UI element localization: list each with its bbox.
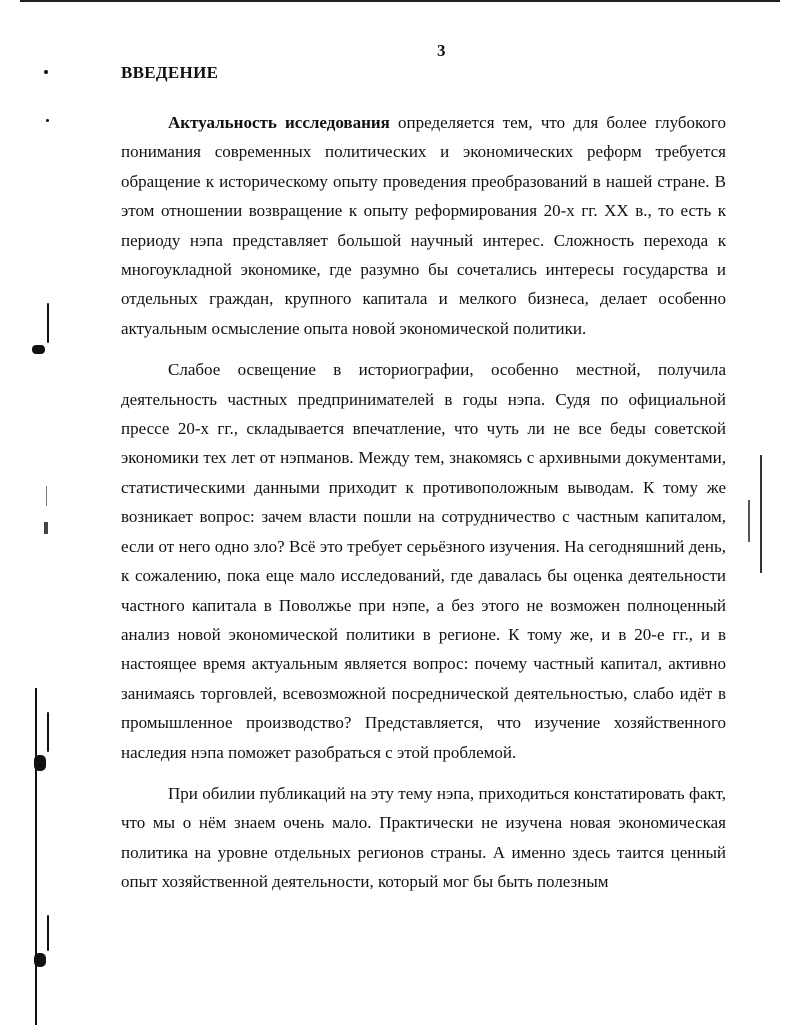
paragraph-text: определяется тем, что для более глубокого понимания современных политических и экономических реформ требуется обращение к историческому опыту проведения преобразований в нашей стране. В этом отношении возвращение к опыту реформирования 20-х гг. XX в., то есть к периоду нэпа представляет большой научный интерес. Сложность перехода к многоукладной экономике, где разумно бы сочетались интересы государства и отдельных граждан, крупного капитала и мелкого бизнеса, делает особенно актуальным осмысление опыта новой экономической политики.: [121, 113, 726, 338]
scan-artifact: [34, 755, 46, 771]
section-heading: ВВЕДЕНИЕ: [121, 63, 219, 82]
scan-artifact: [32, 345, 45, 354]
paragraph-lead-bold: Актуальность исследования: [168, 113, 390, 132]
paragraph-relevance: [121, 108, 726, 343]
scan-artifact: [748, 500, 750, 542]
scan-artifact: [46, 486, 47, 506]
scan-artifact: [46, 119, 49, 122]
scan-top-border: [20, 0, 780, 2]
scan-artifact: [47, 915, 49, 951]
scan-artifact: [44, 522, 48, 534]
scan-artifact: [34, 953, 46, 967]
paragraph-historiography: Слабое освещение в историографии, особенно местной, получила деятельность частных предпринимателей в годы нэпа. Судя по официальной прессе 20-х гг., складывается впечатление, что чуть ли не все беды советской экономики тех лет от нэпманов. Между тем, знакомясь с архивными документами, статистическими данными приходит к противоположным выводам. К тому же возникает вопрос: зачем власти пошли на сотрудничество с частным капиталом, если от него одно зло? Всё это требует серьёзного изучения. На сегодняшний день, к сожалению, пока еще мало исследований, где давалась бы оценка деятельности частного капитала в Поволжье при нэпе, а без этого не возможен полноценный анализ новой экономической политики в регионе. К тому же, и в 20-е гг., и в настоящее время актуальным является вопрос: почему частный капитал, активно занимаясь торговлей, всевозможной посреднической деятельностью, слабо идёт в промышленное производство? Представляется, что изучение хозяйственного наследия нэпа поможет разобраться с этой проблемой.: [121, 360, 726, 762]
scan-artifact: [35, 688, 37, 1025]
scan-artifact: [47, 712, 49, 752]
paragraph-regional-study: При обилии публикаций на эту тему нэпа, приходиться констатировать факт, что мы о нём знаем очень мало. Практически не изучена новая экономическая политика на уровне отдельных регионов страны. А именно здесь таится ценный опыт хозяйственной деятельности, который мог бы быть полезным: [121, 783, 726, 892]
scan-artifact: [760, 455, 762, 573]
scan-artifact: [44, 70, 48, 74]
document-body: [121, 108, 726, 897]
page-number: 3: [437, 41, 446, 60]
scan-artifact: [47, 303, 49, 343]
